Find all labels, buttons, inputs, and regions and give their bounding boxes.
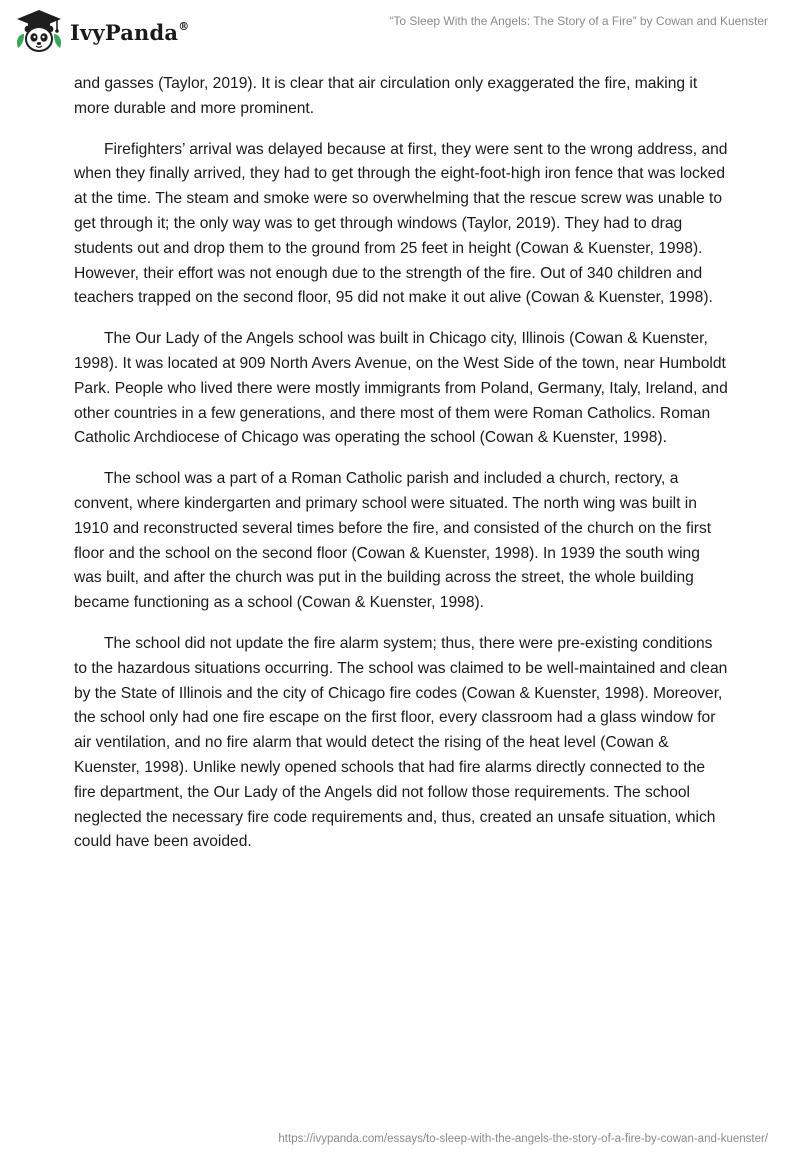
paragraph: The school was a part of a Roman Catholic parish and included a church, rectory, a convent, where kindergarten and primary school were situated. The north wing was built in 1910 and reconstructed several times before the fire, and consisted of the church on the first floor and the school on the second floor (Cowan & Kuenster, 1998). In 1939 the south wing was built, and after the church was put in the building across the street, the whole building became functioning as a school (Cowan & Kuenster, 1998). [74, 470, 712, 612]
paragraph-continuation: and gasses (Taylor, 2019). It is clear that air circulation only exaggerated the fire, making it more durable and more prominent. [74, 75, 698, 117]
essay-body [74, 72, 728, 871]
logo-text: IvyPanda [70, 19, 179, 45]
ivypanda-logo[interactable] [14, 8, 189, 54]
source-url[interactable]: https://ivypanda.com/essays/to-sleep-with-the-angels-the-story-of-a-fire-by-cowan-and-kuenster/ [278, 1133, 768, 1145]
logo-wordmark [70, 20, 189, 45]
document-title: “To Sleep With the Angels: The Story of a Fire” by Cowan and Kuenster [389, 14, 768, 28]
paragraph: Firefighters’ arrival was delayed because at first, they were sent to the wrong address, and when they finally arrived, they had to get through the eight-foot-high iron fence that was locked at the time. The steam and smoke were so overwhelming that the rescue screw was unable to get through it; the only way was to get through windows (Taylor, 2019). They had to drag students out and drop them to the ground from 25 feet in height (Cowan & Kuenster, 1998). However, their effort was not enough due to the strength of the fire. Out of 340 children and teachers trapped on the second floor, 95 did not make it out alive (Cowan & Kuenster, 1998). [74, 140, 728, 307]
paragraph: The Our Lady of the Angels school was built in Chicago city, Illinois (Cowan & Kuenster, 1998). It was located at 909 North Avers Avenue, on the West Side of the town, near Humboldt Park. People who lived there were mostly immigrants from Poland, Germany, Italy, Ireland, and other countries in a few generations, and there most of them were Roman Catholics. Roman Catholic Archdiocese of Chicago was operating the school (Cowan & Kuenster, 1998). [74, 330, 728, 447]
panda-graduate-icon [14, 8, 64, 54]
paragraph: The school did not update the fire alarm system; thus, there were pre-existing conditions to the hazardous situations occurring. The school was claimed to be well-maintained and clean by the State of Illinois and the city of Chicago fire codes (Cowan & Kuenster, 1998). Moreover, the school only had one fire escape on the first floor, every classroom had a glass window for air ventilation, and no fire alarm that would detect the rising of the heat level (Cowan & Kuenster, 1998). Unlike newly opened schools that had fire alarms directly connected to the fire department, the Our Lady of the Angels did not follow those requirements. The school neglected the necessary fire code requirements and, thus, created an unsafe situation, which could have been avoided. [74, 634, 728, 851]
registered-mark: ® [178, 19, 190, 33]
page-header [0, 0, 800, 60]
